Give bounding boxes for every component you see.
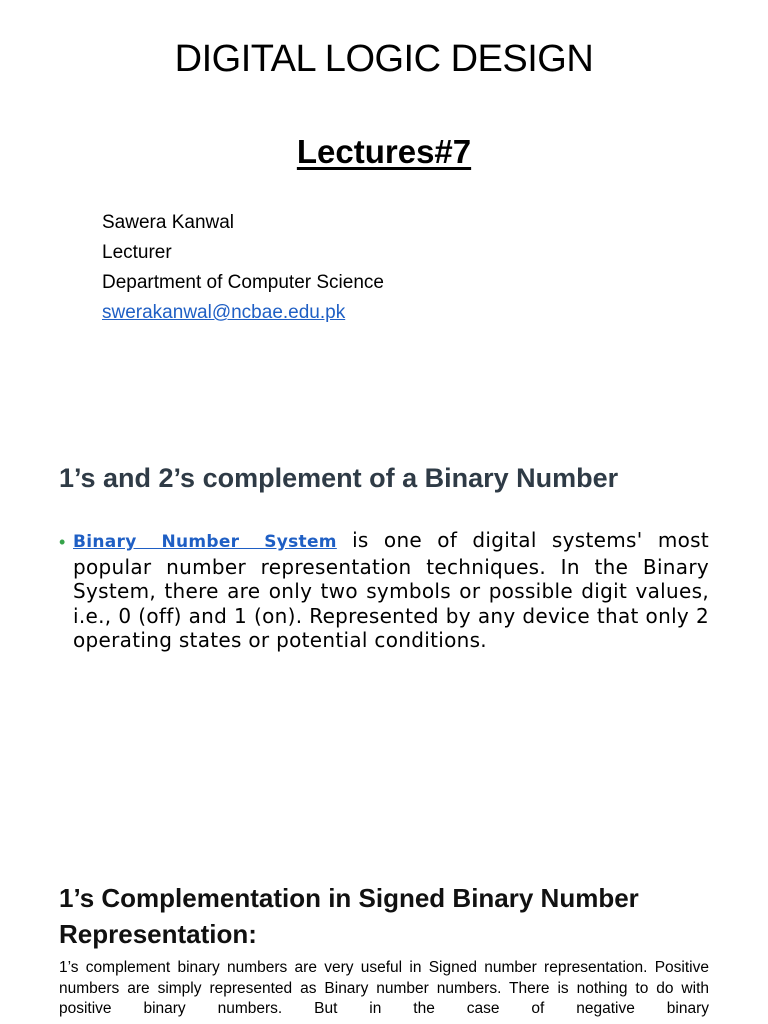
bullet-dot-icon: • [59, 532, 66, 552]
main-title: DIGITAL LOGIC DESIGN [174, 38, 594, 80]
lecture-number: Lectures#7 [296, 133, 472, 170]
body-paragraph: 1’s complement binary numbers are very useful in Signed number representation. Positive numbers are simply represented as Binary number numbers. There is nothing to do with positive binary numbers. But in the case of negative binary [59, 959, 709, 1017]
lecture-number-heading [0, 133, 768, 171]
section-heading-complement: 1’s and 2’s complement of a Binary Number [59, 463, 619, 493]
author-department: Department of Computer Science [102, 272, 384, 293]
bullet-paragraph [73, 528, 709, 653]
bullet-item [59, 528, 709, 653]
binary-number-system-link[interactable]: Binary Number System [73, 532, 337, 552]
title-slide [0, 0, 768, 440]
author-role: Lecturer [102, 242, 172, 263]
author-info [102, 208, 384, 328]
author-email-link[interactable]: swerakanwal@ncbae.edu.pk [102, 302, 346, 323]
section-heading-ones-complement: 1’s Complementation in Signed Binary Number Representation: [59, 883, 639, 949]
bullet-body-text: is one of digital systems' most popular number representation techniques. In the Binary System, there are only two symbols or possible digit values, i.e., 0 (off) and 1 (on). Represented by any device that only 2 operating states or potential conditions. [73, 528, 709, 652]
author-name: Sawera Kanwal [102, 212, 235, 233]
